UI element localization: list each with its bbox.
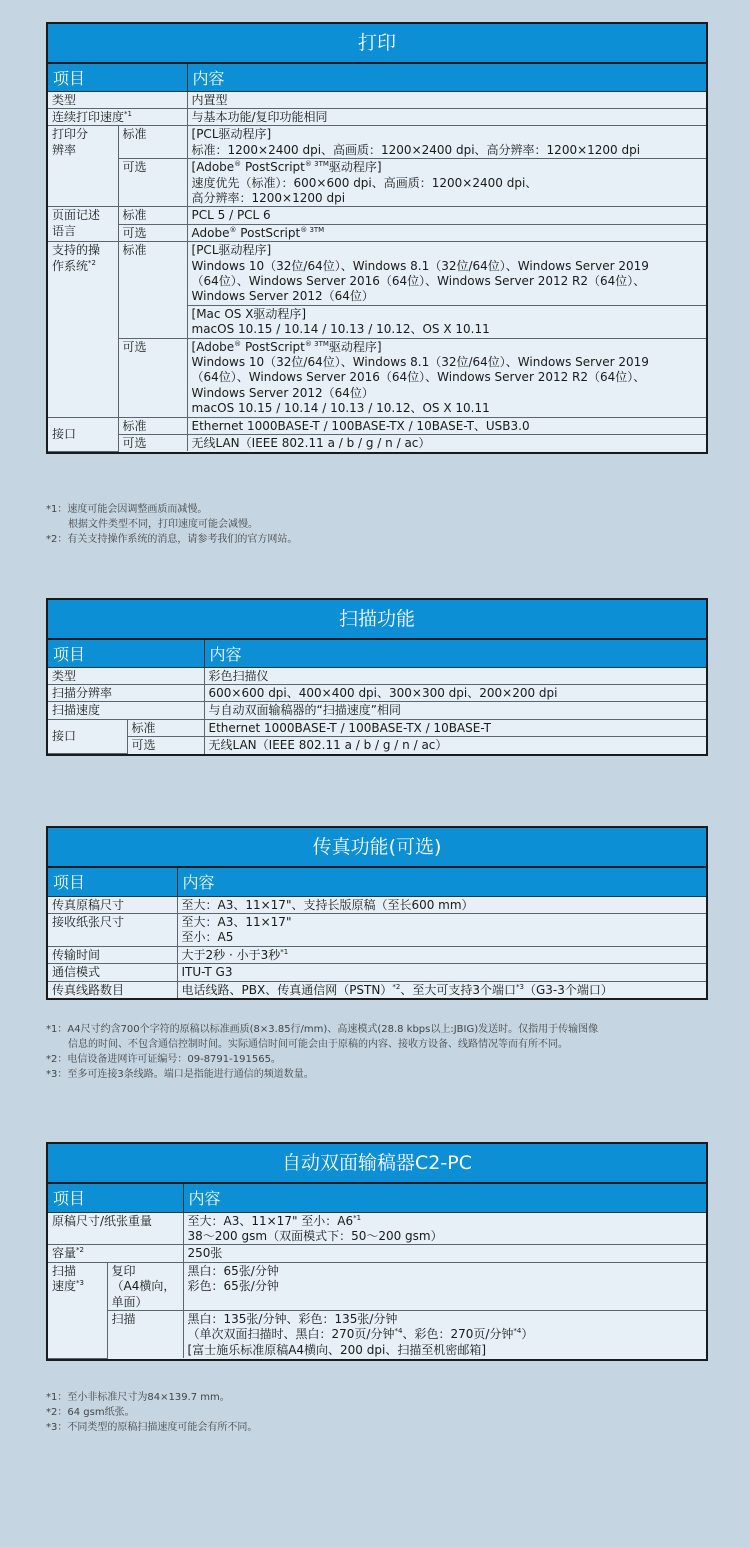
dadf-section xyxy=(46,1142,708,1433)
table-row xyxy=(48,1245,706,1262)
sub-label: 标准 xyxy=(118,207,187,224)
row-value: [PCL驱动程序] Windows 10（32位/64位）、Windows 8.1（32位/64位）、Windows Server 2019 （64位）、Windows Server 2016（64位）、Windows Server 2012 R2（64位）、 Windows Server 2012（64位） xyxy=(187,242,706,306)
table-row xyxy=(48,684,706,701)
row-label: 页面记述 语言 xyxy=(48,207,118,242)
row-label: 接收纸张尺寸 xyxy=(48,913,177,946)
table-row xyxy=(48,338,706,417)
row-value: 600×600 dpi、400×400 dpi、300×300 dpi、200×200 dpi xyxy=(204,684,706,701)
footnote: 信息的时间、不包含通信控制时间。实际通信时间可能会由于原稿的内容、接收方设备、线路情况等而有所不同。 xyxy=(68,1039,568,1050)
table-row xyxy=(48,946,706,963)
table-row xyxy=(48,981,706,998)
row-value: 与基本功能/复印功能相同 xyxy=(187,108,706,125)
table-row xyxy=(48,702,706,719)
header-item: 项目 xyxy=(48,1184,183,1212)
header-item: 项目 xyxy=(48,868,177,896)
row-value: 彩色扫描仪 xyxy=(204,667,706,684)
row-value: [Adobe® PostScript$^{® 3TM}$驱动程序] 速度优先（标准）：600×600 dpi、高画质：1200×2400 dpi、 高分辨率：1200×1200 dpi xyxy=(187,159,706,207)
dadf-spec-table xyxy=(46,1142,708,1361)
row-value: PCL 5 / PCL 6 xyxy=(187,207,706,224)
footnote: 根据文件类型不同，打印速度可能会减慢。 xyxy=(68,519,258,530)
row-value: 无线LAN（IEEE 802.11 a / b / g / n / ac） xyxy=(187,435,706,452)
table-row xyxy=(48,207,706,224)
dadf-notes xyxy=(46,1390,726,1435)
table-row xyxy=(48,91,706,108)
row-label: 传输时间 xyxy=(48,946,177,963)
print-spec-table xyxy=(46,22,708,454)
header-content: 内容 xyxy=(177,868,706,896)
print-title: 打印 xyxy=(48,24,706,64)
table-row xyxy=(48,1262,706,1310)
header-content: 内容 xyxy=(187,64,706,91)
row-value: 黑白：135张/分钟、彩色：135张/分钟 （单次双面扫描时、黑白：270页/分钟$^{*4}$、彩色：270页/分钟$^{*4}$） [富士施乐标准原稿A4横向、200 dpi、扫描至机密邮箱] xyxy=(183,1310,706,1358)
row-value: Adobe® PostScript$^{® 3TM}$ xyxy=(187,224,706,241)
table-row xyxy=(48,667,706,684)
footnote: *1：A4尺寸约含700个字符的原稿以标准画质(8×3.85行/mm)、高速模式(28.8 kbps以上:JBIG)发送时。仅指用于传输图像 xyxy=(46,1024,599,1035)
row-label: 通信模式 xyxy=(48,964,177,981)
sub-label: 可选 xyxy=(118,338,187,417)
scan-section xyxy=(46,598,708,756)
table-row xyxy=(48,896,706,913)
fax-section xyxy=(46,826,708,1080)
footnote: *1：至小非标准尺寸为84×139.7 mm。 xyxy=(46,1392,230,1403)
sub-label: 标准 xyxy=(127,719,204,736)
dadf-title: 自动双面输稿器C2-PC xyxy=(48,1144,706,1184)
row-value: Ethernet 1000BASE-T / 100BASE-TX / 10BASE-T、USB3.0 xyxy=(187,417,706,434)
row-value: Ethernet 1000BASE-T / 100BASE-TX / 10BASE-T xyxy=(204,719,706,736)
header-item: 项目 xyxy=(48,64,187,91)
row-label: 扫描分辨率 xyxy=(48,684,204,701)
footnote: *3：至多可连接3条线路。端口是指能进行通信的频道数量。 xyxy=(46,1069,314,1080)
row-label: 接口 xyxy=(48,719,127,753)
sub-label: 可选 xyxy=(118,159,187,207)
row-value: 250张 xyxy=(183,1245,706,1262)
row-label: 打印分 辨率 xyxy=(48,126,118,207)
header-content: 内容 xyxy=(204,640,706,667)
row-value: 大于2秒 · 小于3秒$^{*1}$ xyxy=(177,946,706,963)
table-row xyxy=(48,417,706,434)
table-row xyxy=(48,108,706,125)
table-row xyxy=(48,159,706,207)
row-label: 扫描速度 xyxy=(48,702,204,719)
row-value: 与自动双面输稿器的“扫描速度”相同 xyxy=(204,702,706,719)
row-value: 电话线路、PBX、传真通信网（PSTN）$^{*2}$、至大可支持3个端口$^{*3}$（G3-3个端口） xyxy=(177,981,706,998)
table-row xyxy=(48,1212,706,1245)
print-notes xyxy=(46,502,726,547)
fax-notes xyxy=(46,1022,726,1082)
row-label: 类型 xyxy=(48,667,204,684)
row-value: 至大：A3、11×17" 至小：A6$^{*1}$ 38～200 gsm（双面模式下：50～200 gsm） xyxy=(183,1212,706,1245)
header-content: 内容 xyxy=(183,1184,706,1212)
sub-label: 可选 xyxy=(118,435,187,452)
row-label: 支持的操 作系统$^{*2}$ xyxy=(48,242,118,417)
table-row xyxy=(48,1310,706,1358)
table-row xyxy=(48,224,706,241)
row-label: 传真线路数目 xyxy=(48,981,177,998)
footnote: *3：不同类型的原稿扫描速度可能会有所不同。 xyxy=(46,1422,258,1433)
sub-label: 标准 xyxy=(118,417,187,434)
table-row xyxy=(48,242,706,306)
fax-title: 传真功能(可选) xyxy=(48,828,706,868)
row-label: 扫描 速度$^{*3}$ xyxy=(48,1262,107,1358)
row-value: ITU-T G3 xyxy=(177,964,706,981)
table-row xyxy=(48,719,706,736)
table-row xyxy=(48,435,706,452)
row-label: 传真原稿尺寸 xyxy=(48,896,177,913)
fax-spec-table xyxy=(46,826,708,1000)
row-value: 内置型 xyxy=(187,91,706,108)
row-label: 接口 xyxy=(48,417,118,451)
table-row xyxy=(48,913,706,946)
table-row xyxy=(48,737,706,754)
table-row xyxy=(48,964,706,981)
row-label: 连续打印速度$^{*1}$ xyxy=(48,108,187,125)
sub-label: 标准 xyxy=(118,126,187,159)
row-label: 原稿尺寸/纸张重量 xyxy=(48,1212,183,1245)
footnote: *2：有关支持操作系统的消息，请参考我们的官方网站。 xyxy=(46,534,298,545)
row-value: [Mac OS X驱动程序] macOS 10.15 / 10.14 / 10.13 / 10.12、OS X 10.11 xyxy=(187,305,706,338)
row-value: 至大：A3、11×17"、支持长版原稿（至长600 mm） xyxy=(177,896,706,913)
row-label: 类型 xyxy=(48,91,187,108)
row-value: [PCL驱动程序] 标准：1200×2400 dpi、高画质：1200×2400 dpi、高分辨率：1200×1200 dpi xyxy=(187,126,706,159)
row-value: [Adobe® PostScript$^{® 3TM}$驱动程序] Windows 10（32位/64位）、Windows 8.1（32位/64位）、Windows Server 2019 （64位）、Windows Server 2016（64位）、Windows Server 2012 R2（64位）、 Windows Server 2012（64位） macOS 10.15 / 10.14 / 10.13 / 10.12、OS X 10.11 xyxy=(187,338,706,417)
row-value: 至大：A3、11×17" 至小：A5 xyxy=(177,913,706,946)
print-section xyxy=(46,22,708,545)
sub-label: 标准 xyxy=(118,242,187,338)
scan-spec-table xyxy=(46,598,708,756)
row-label: 容量$^{*2}$ xyxy=(48,1245,183,1262)
row-value: 无线LAN（IEEE 802.11 a / b / g / n / ac） xyxy=(204,737,706,754)
footnote: *2：64 gsm纸张。 xyxy=(46,1407,135,1418)
sub-label: 扫描 xyxy=(107,1310,183,1358)
sub-label: 可选 xyxy=(118,224,187,241)
sub-label: 可选 xyxy=(127,737,204,754)
footnote: *1：速度可能会因调整画质而减慢。 xyxy=(46,504,208,515)
footnote: *2：电信设备进网许可证编号：09-8791-191565。 xyxy=(46,1054,281,1065)
row-value: 黑白：65张/分钟 彩色：65张/分钟 xyxy=(183,1262,706,1310)
sub-label: 复印 （A4横向， 单面） xyxy=(107,1262,183,1310)
header-item: 项目 xyxy=(48,640,204,667)
table-row xyxy=(48,126,706,159)
scan-title: 扫描功能 xyxy=(48,600,706,640)
